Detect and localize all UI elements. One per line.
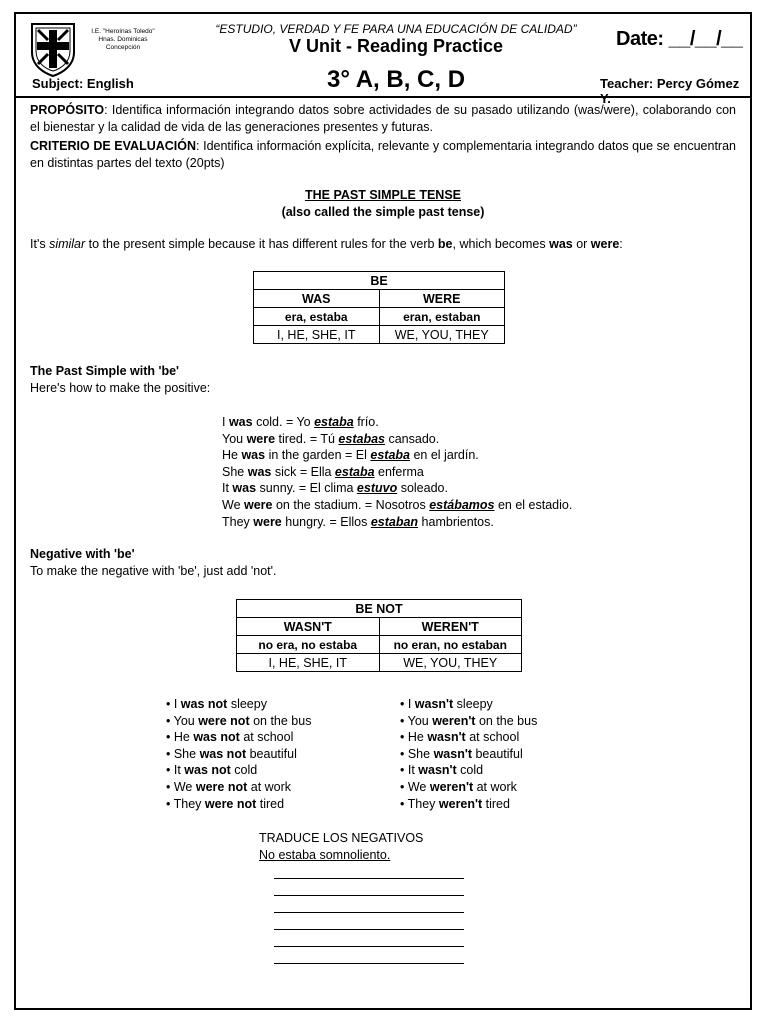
example-verb: were [246, 431, 276, 446]
example-rest: en el estadio. [494, 497, 573, 512]
answer-line[interactable] [274, 895, 464, 896]
be-table-header-was: WAS [254, 290, 380, 308]
negative-rest: sleepy [453, 697, 493, 711]
example-sentence [222, 480, 572, 497]
negative-subject: • They [400, 796, 439, 811]
worksheet-page [14, 12, 752, 1010]
negative-rest: beautiful [471, 746, 523, 761]
intro-was: was [549, 237, 573, 251]
negative-rest: cold [456, 763, 484, 778]
negative-verb: wasn't [433, 746, 472, 761]
negative-list-item [400, 779, 537, 796]
positive-intro: Here's how to make the positive: [30, 381, 211, 395]
example-translation: tired. = Tú [275, 431, 339, 446]
be-not-table [236, 599, 522, 672]
intro-part: It's [30, 237, 50, 251]
example-translation: sunny. = El clima [256, 481, 357, 496]
school-line-2: Hnas. Dominicas [98, 36, 148, 43]
example-sentence [222, 464, 572, 481]
intro-part: to the present simple because it has different rules for the verb [85, 237, 438, 251]
negative-rest: beautiful [246, 746, 297, 761]
negative-verb: wasn't [418, 763, 457, 778]
worksheet-title: V Unit - Reading Practice [288, 36, 504, 56]
be-not-table-header-wasnt: WASN'T [237, 618, 380, 636]
negative-subject: • I [166, 697, 181, 711]
negative-list-item [166, 713, 311, 730]
example-verb: were [253, 514, 282, 529]
example-spanish-verb: estaba [334, 464, 375, 479]
exercise-title: TRADUCE LOS NEGATIVOS [259, 831, 424, 845]
example-verb: was [228, 415, 253, 429]
be-table-translation: era, estaba [254, 308, 380, 326]
criterio-text: : Identifica información explícita, relevante y complementaria integrando datos que se encuentran en distintas partes del texto (20pts) [30, 139, 736, 170]
negative-list-item [400, 713, 537, 730]
negative-subject: • She [166, 746, 200, 761]
intro-part: : [619, 237, 623, 251]
example-rest: soleado. [397, 481, 448, 496]
example-subject: You [222, 431, 247, 446]
negative-subject: • It [166, 763, 185, 778]
example-rest: enferma [374, 464, 424, 479]
example-rest: en el jardín. [409, 448, 479, 463]
intro-were: were [590, 237, 620, 251]
negative-list-item [166, 796, 311, 813]
be-not-table-translation: no eran, no estaban [379, 636, 522, 654]
be-not-table-subjects: I, HE, SHE, IT [237, 654, 380, 672]
negative-verb: was not [184, 763, 231, 778]
negative-rest: sleepy [227, 697, 267, 711]
example-sentence [222, 497, 572, 514]
be-table-translation: eran, estaban [379, 308, 505, 326]
school-name [82, 28, 164, 52]
negative-verb: wasn't [427, 730, 466, 745]
example-spanish-verb: estaba [370, 448, 410, 463]
negative-subject: • You [166, 713, 199, 728]
be-table-title: BE [254, 272, 505, 290]
school-line-1: I.E. "Heroínas Toledo" [91, 28, 155, 35]
negative-list-item [400, 746, 537, 763]
section-subtitle: (also called the simple past tense) [281, 205, 485, 219]
negative-heading: Negative with 'be' [30, 547, 135, 561]
school-motto: “ESTUDIO, VERDAD Y FE PARA UNA EDUCACIÓN DE CALIDAD” [215, 22, 577, 36]
example-translation: cold. = Yo [252, 415, 315, 429]
negative-list-item [400, 796, 537, 813]
example-subject: I [222, 415, 229, 429]
example-translation: hungry. = Ellos [281, 514, 371, 529]
example-verb: were [244, 497, 273, 512]
negative-verb: was not [180, 697, 228, 711]
intro-part: or [572, 237, 591, 251]
intro-part: , which becomes [452, 237, 550, 251]
negative-verb: were not [204, 796, 257, 811]
negative-rest: on the bus [475, 713, 538, 728]
negative-verb: was not [193, 730, 240, 745]
date-field: Date: __/__/__ [616, 28, 743, 50]
negative-list-item [166, 779, 311, 796]
negative-subject: • He [166, 730, 194, 745]
negative-list-item [400, 762, 537, 779]
negative-rest: cold [230, 763, 258, 778]
exercise-example: No estaba somnoliento. [259, 848, 391, 862]
subject-label: Subject: English [32, 76, 134, 91]
negative-rest: at school [465, 730, 520, 745]
example-verb: was [241, 448, 266, 463]
negative-verb: weren't [432, 713, 476, 728]
negative-list-item [400, 729, 537, 746]
be-not-table-subjects: WE, YOU, THEY [379, 654, 522, 672]
example-subject: It [222, 481, 233, 496]
negative-short-list [400, 696, 537, 812]
be-table-subjects: I, HE, SHE, IT [254, 326, 380, 344]
positive-heading: The Past Simple with 'be' [30, 364, 180, 378]
negative-subject: • I [400, 697, 415, 711]
example-spanish-verb: estaba [314, 415, 354, 429]
negative-intro: To make the negative with 'be', just add 'not'. [30, 564, 277, 578]
negative-full-list [166, 696, 311, 812]
negative-verb: wasn't [414, 697, 454, 711]
proposito-label: PROPÓSITO [30, 103, 105, 117]
example-verb: was [247, 464, 272, 479]
negative-subject: • We [400, 779, 430, 794]
be-table-subjects: WE, YOU, THEY [379, 326, 505, 344]
proposito [30, 102, 736, 136]
be-not-table-translation: no era, no estaba [237, 636, 380, 654]
example-spanish-verb: estábamos [429, 497, 495, 512]
example-rest: frío. [353, 415, 379, 429]
negative-list-item [166, 746, 311, 763]
be-not-table-title: BE NOT [237, 600, 522, 618]
answer-line[interactable] [274, 878, 464, 879]
example-sentence [222, 447, 572, 464]
answer-line[interactable] [274, 946, 464, 947]
worksheet-header [16, 14, 750, 106]
negative-subject: • She [400, 746, 434, 761]
be-table-header-were: WERE [379, 290, 505, 308]
example-spanish-verb: estabas [338, 431, 385, 446]
negative-subject: • We [166, 779, 196, 794]
be-not-table-header-werent: WEREN'T [379, 618, 522, 636]
example-rest: hambrientos. [418, 514, 494, 529]
negative-rest: at school [239, 730, 294, 745]
answer-line[interactable] [274, 963, 464, 964]
negative-list-item [400, 696, 537, 713]
example-subject: She [222, 464, 248, 479]
example-subject: We [222, 497, 244, 512]
negative-list-item [166, 762, 311, 779]
negative-list-item [166, 696, 311, 713]
example-subject: They [222, 514, 254, 529]
negative-verb: were not [195, 779, 248, 794]
school-shield-icon [28, 20, 78, 78]
example-translation: on the stadium. = Nosotros [272, 497, 430, 512]
grades-label: 3° A, B, C, D [326, 66, 466, 93]
negative-subject: • You [400, 713, 433, 728]
school-line-3: Concepción [105, 44, 141, 51]
negative-verb: was not [199, 746, 247, 761]
teacher-label: Teacher: Percy Gómez Y. [600, 76, 740, 106]
negative-verb: were not [198, 713, 250, 728]
example-translation: in the garden = El [265, 448, 371, 463]
example-rest: cansado. [384, 431, 440, 446]
intro-sentence [30, 236, 623, 253]
negative-list-item [166, 729, 311, 746]
example-verb: was [232, 481, 257, 496]
example-spanish-verb: estuvo [356, 481, 398, 496]
intro-be: be [437, 237, 453, 251]
answer-line[interactable] [274, 929, 464, 930]
negative-rest: on the bus [249, 713, 312, 728]
example-spanish-verb: estaban [370, 514, 419, 529]
be-table [253, 271, 505, 344]
negative-subject: • It [400, 763, 419, 778]
negative-verb: weren't [438, 796, 483, 811]
intro-similar: similar [49, 237, 86, 251]
criterio-label: CRITERIO DE EVALUACIÓN [30, 139, 197, 153]
negative-rest: at work [247, 779, 292, 794]
proposito-text: : Identifica información integrando datos sobre actividades de su pasado utilizando (was/were), colaborando con el bienestar y la calidad de vida de las generaciones presentes y futuras. [30, 103, 736, 134]
example-subject: He [222, 448, 242, 463]
answer-line[interactable] [274, 912, 464, 913]
negative-subject: • He [400, 730, 428, 745]
example-translation: sick = Ella [271, 464, 335, 479]
example-sentence [222, 414, 572, 431]
criterio [30, 138, 736, 172]
negative-subject: • They [166, 796, 205, 811]
example-sentence [222, 431, 572, 448]
positive-examples [222, 414, 572, 530]
negative-verb: weren't [429, 779, 474, 794]
negative-rest: tired [256, 796, 285, 811]
section-title: THE PAST SIMPLE TENSE [304, 188, 462, 202]
negative-rest: at work [473, 779, 517, 794]
negative-rest: tired [482, 796, 510, 811]
example-sentence [222, 514, 572, 531]
